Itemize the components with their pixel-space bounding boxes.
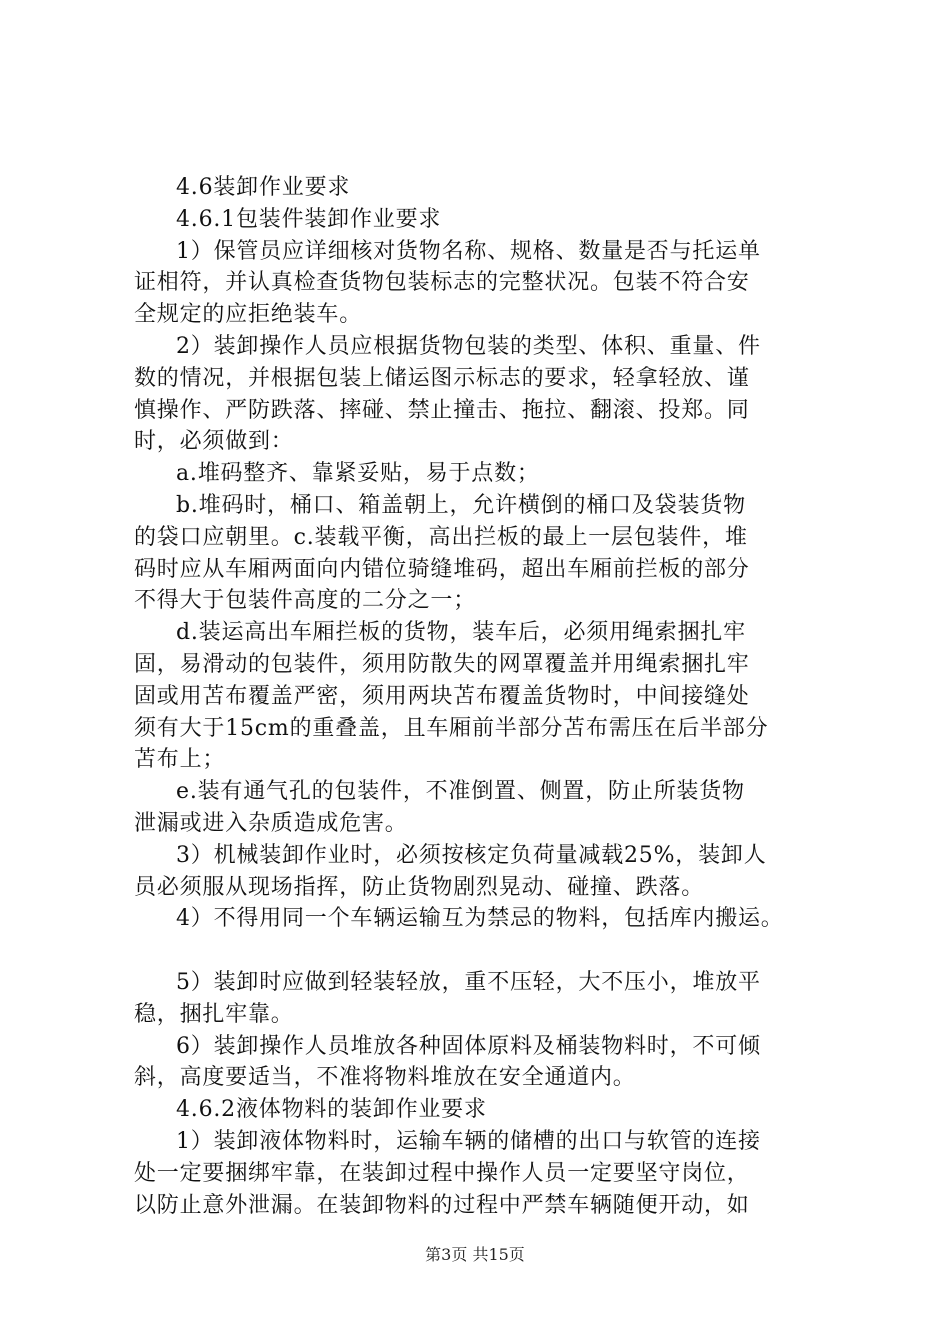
page-number-footer: 第3页 共15页 <box>425 1245 525 1264</box>
paragraph-line: 以防止意外泄漏。在装卸物料的过程中严禁车辆随便开动，如 <box>134 1192 750 1218</box>
paragraph-line: 3）机械装卸作业时，必须按核定负荷量减载25%，装卸人 <box>176 842 767 868</box>
paragraph-line: 码时应从车厢两面向内错位骑缝堆码，超出车厢前拦板的部分 <box>134 556 750 582</box>
paragraph-line: 苫布上； <box>134 747 226 773</box>
paragraph-line: 1）保管员应详细核对货物名称、规格、数量是否与托运单 <box>176 238 761 264</box>
paragraph-line: 不得大于包装件高度的二分之一； <box>134 588 477 614</box>
paragraph-line: 2）装卸操作人员应根据货物包装的类型、体积、重量、件 <box>176 333 761 359</box>
paragraph-line: 数的情况，并根据包装上储运图示标志的要求，轻拿轻放、谨 <box>134 365 750 391</box>
paragraph-line: 5）装卸时应做到轻装轻放，重不压轻，大不压小，堆放平 <box>176 969 761 995</box>
paragraph-line: 全规定的应拒绝装车。 <box>134 302 363 328</box>
list-item-d: d.装运高出车厢拦板的货物，装车后，必须用绳索捆扎牢 <box>176 620 746 646</box>
paragraph-line: 固，易滑动的包装件，须用防散失的网罩覆盖并用绳索捆扎牢 <box>134 651 750 677</box>
subsection-heading: 4.6.2液体物料的装卸作业要求 <box>176 1097 487 1123</box>
paragraph-line: 证相符，并认真检查货物包装标志的完整状况。包装不符合安 <box>134 270 750 296</box>
list-item-e: e.装有通气孔的包装件，不准倒置、侧置，防止所装货物 <box>176 779 745 805</box>
blank-line <box>134 935 834 967</box>
paragraph-line: 的袋口应朝里。c.装载平衡，高出拦板的最上一层包装件，堆 <box>134 524 748 550</box>
list-item-a: a.堆码整齐、靠紧妥贴，易于点数； <box>176 461 540 487</box>
section-heading: 4.6装卸作业要求 <box>176 175 351 200</box>
document-body <box>134 172 834 1221</box>
paragraph-line: 固或用苫布覆盖严密，须用两块苫布覆盖货物时，中间接缝处 <box>134 683 750 709</box>
paragraph-line: 1）装卸液体物料时，运输车辆的储槽的出口与软管的连接 <box>176 1128 761 1154</box>
paragraph-line: 员必须服从现场指挥，防止货物剧烈晃动、碰撞、跌落。 <box>134 874 705 900</box>
paragraph-line: 须有大于15cm的重叠盖，且车厢前半部分苫布需压在后半部分 <box>134 715 769 741</box>
paragraph-line: 6）装卸操作人员堆放各种固体原料及桶装物料时，不可倾 <box>176 1033 761 1059</box>
paragraph-line: 4）不得用同一个车辆运输互为禁忌的物料，包括库内搬运。 <box>176 906 784 932</box>
paragraph-line: 斜，高度要适当，不准将物料堆放在安全通道内。 <box>134 1065 636 1091</box>
paragraph-line: 时，必须做到： <box>134 429 294 455</box>
paragraph-line: 泄漏或进入杂质造成危害。 <box>134 810 408 836</box>
paragraph-line: 稳，捆扎牢靠。 <box>134 1001 294 1027</box>
paragraph-line: 处一定要捆绑牢靠，在装卸过程中操作人员一定要坚守岗位， <box>134 1160 750 1186</box>
subsection-heading: 4.6.1包装件装卸作业要求 <box>176 206 442 232</box>
list-item-b: b.堆码时，桶口、箱盖朝上，允许横倒的桶口及袋装货物 <box>176 492 746 518</box>
paragraph-line: 慎操作、严防跌落、摔碰、禁止撞击、拖拉、翻滚、投郑。同 <box>134 397 750 423</box>
